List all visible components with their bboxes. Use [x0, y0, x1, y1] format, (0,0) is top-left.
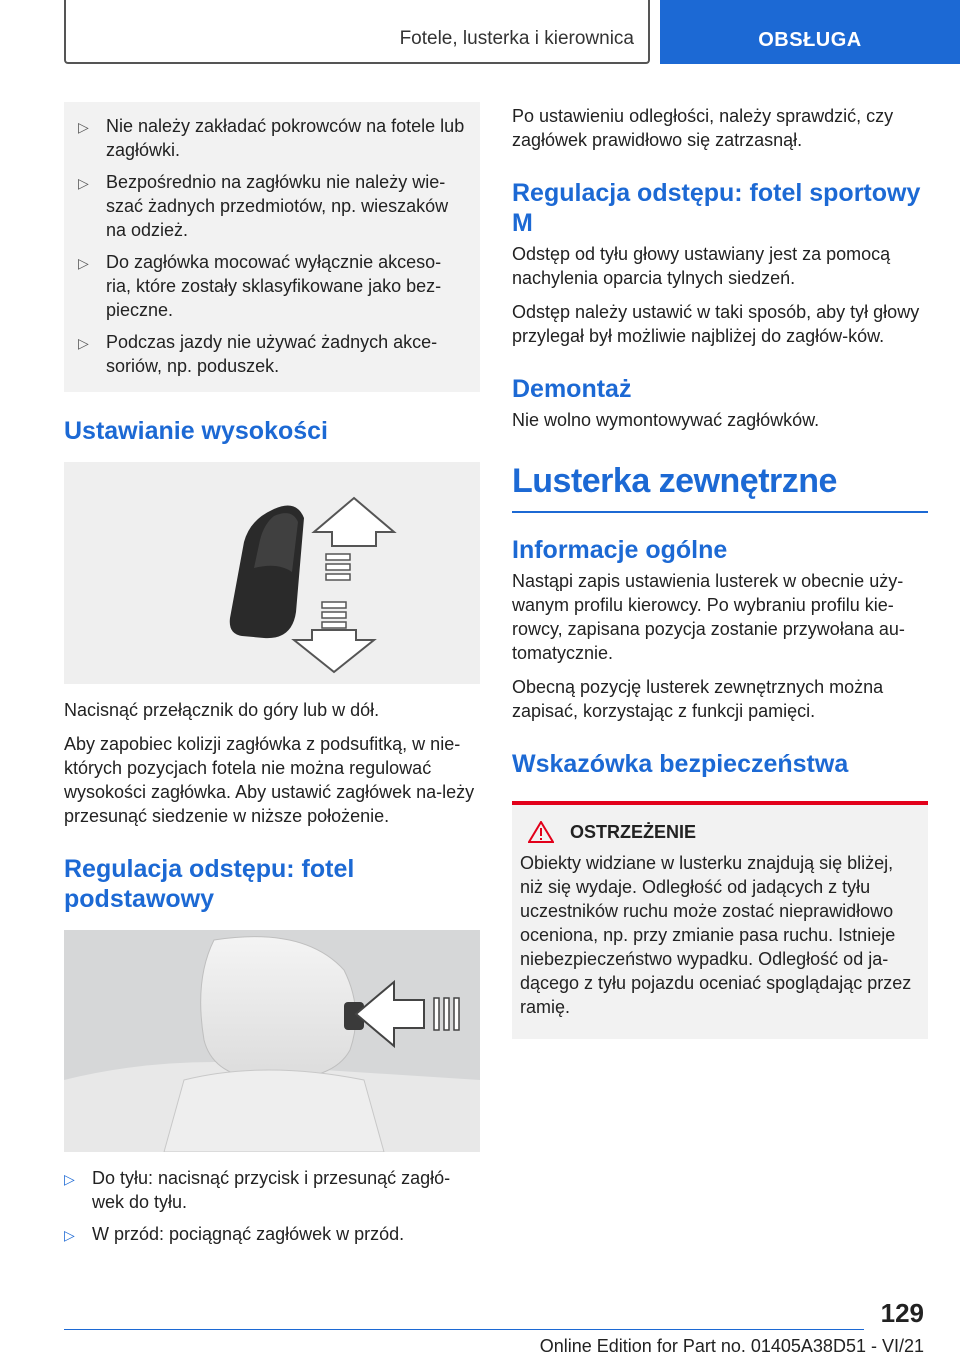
left-column	[64, 102, 480, 1247]
headrest-image	[64, 930, 480, 1152]
removal-text: Nie wolno wymontowywać zagłówków.	[512, 410, 820, 430]
triangle-bullet-icon: ▷	[64, 1227, 75, 1243]
latch-check-text: Po ustawieniu odległości, należy sprawdzić, czy zagłówek prawidłowo się zatrzasnął.	[512, 106, 894, 150]
sport-text-1: Odstęp od tyłu głowy ustawiany jest za pomocą nachylenia oparcia tylnych siedzeń.	[512, 244, 891, 288]
page-number: 129	[880, 1298, 924, 1328]
notes-box	[64, 102, 480, 392]
right-column	[512, 102, 928, 1039]
step-item: ▷ W przód: pociągnąć zagłówek w przód.	[64, 1222, 480, 1247]
note-item: ▷ Podczas jazdy nie używać żadnych akce-soriów, np. poduszek.	[78, 332, 438, 376]
warning-text: Obiekty widziane w lusterku znajdują się bliżej, niż się wydaje. Odległość od jadących z tyłu uczestników ruchu może zostać nieprawidłowo oceniona, np. przy zmianie pasa ruchu. Istnieje niebezpieczeństwo wypadku. Odległość od ja-dącego z tyłu pojazdu oceniać spoglądając przez ramię.	[520, 853, 912, 1017]
warning-triangle-icon	[528, 821, 554, 843]
warning-title: OSTRZEŻENIE	[570, 821, 697, 842]
triangle-bullet-icon: ▷	[78, 175, 89, 191]
triangle-bullet-icon: ▷	[78, 255, 89, 271]
safety-heading: Wskazówka bezpieczeństwa	[512, 750, 849, 778]
section-tab-label: OBSŁUGA	[758, 29, 862, 51]
general-info-heading: Informacje ogólne	[512, 536, 728, 564]
warning-box	[512, 801, 928, 1039]
height-instruction: Nacisnąć przełącznik do góry lub w dół.	[64, 700, 380, 720]
triangle-bullet-icon: ▷	[64, 1171, 75, 1187]
warning-header	[528, 821, 920, 843]
removal-heading: Demontaż	[512, 375, 632, 403]
step-item: ▷ Do tyłu: nacisnąć przycisk i przesunąć zagłó-wek do tyłu.	[64, 1168, 451, 1212]
sport-text-2: Odstęp należy ustawić w taki sposób, aby tył głowy przylegał był możliwie najbliżej do zagłów-ków.	[512, 302, 920, 346]
note-item: ▷ Do zagłówka mocować wyłącznie akceso-ria, które zostały sklasyfikowane jako bez-pieczne.	[78, 252, 442, 320]
height-switch-image	[64, 462, 480, 684]
note-item: ▷ Bezpośrednio na zagłówku nie należy wie-szać żadnych przedmiotów, np. wieszaków na odzież.	[78, 172, 449, 240]
general-text-1: Nastąpi zapis ustawienia lusterek w obecnie uży-wanym profilu kierowcy. Po wybraniu profilu kie-rowcy, zapisana pozycja zostanie przywołana au-tomatycznie.	[512, 571, 905, 663]
footer-divider	[64, 1329, 864, 1330]
headrest-photo	[64, 930, 480, 1152]
basic-seat-heading: Regulacja odstępu: fotel podstawowy	[64, 855, 355, 913]
general-text-2: Obecną pozycję lusterek zewnętrznych można zapisać, korzystając z funkcji pamięci.	[512, 677, 884, 721]
note-item: ▷ Nie należy zakładać pokrowców na fotele lub zagłówki.	[78, 116, 465, 160]
header-chapter-box	[64, 0, 650, 64]
height-switch-illustration	[64, 462, 480, 684]
mirrors-heading: Lusterka zewnętrzne	[512, 462, 928, 513]
chapter-title: Fotele, lusterka i kierownica	[399, 28, 634, 49]
triangle-bullet-icon: ▷	[78, 119, 89, 135]
footer-edition: Online Edition for Part no. 01405A38D51 - VI/21	[539, 1336, 924, 1356]
section-tab[interactable]	[660, 0, 960, 64]
height-heading: Ustawianie wysokości	[64, 417, 329, 445]
height-note: Aby zapobiec kolizji zagłówka z podsufitką, w nie-których pozycjach fotela nie można regulować wysokości zagłówka. Aby ustawić zagłówek na-leży przesunąć siedzenie w niższe położenie.	[64, 734, 475, 826]
triangle-bullet-icon: ▷	[78, 335, 89, 351]
sport-seat-heading: Regulacja odstępu: fotel sportowy M	[512, 179, 921, 237]
